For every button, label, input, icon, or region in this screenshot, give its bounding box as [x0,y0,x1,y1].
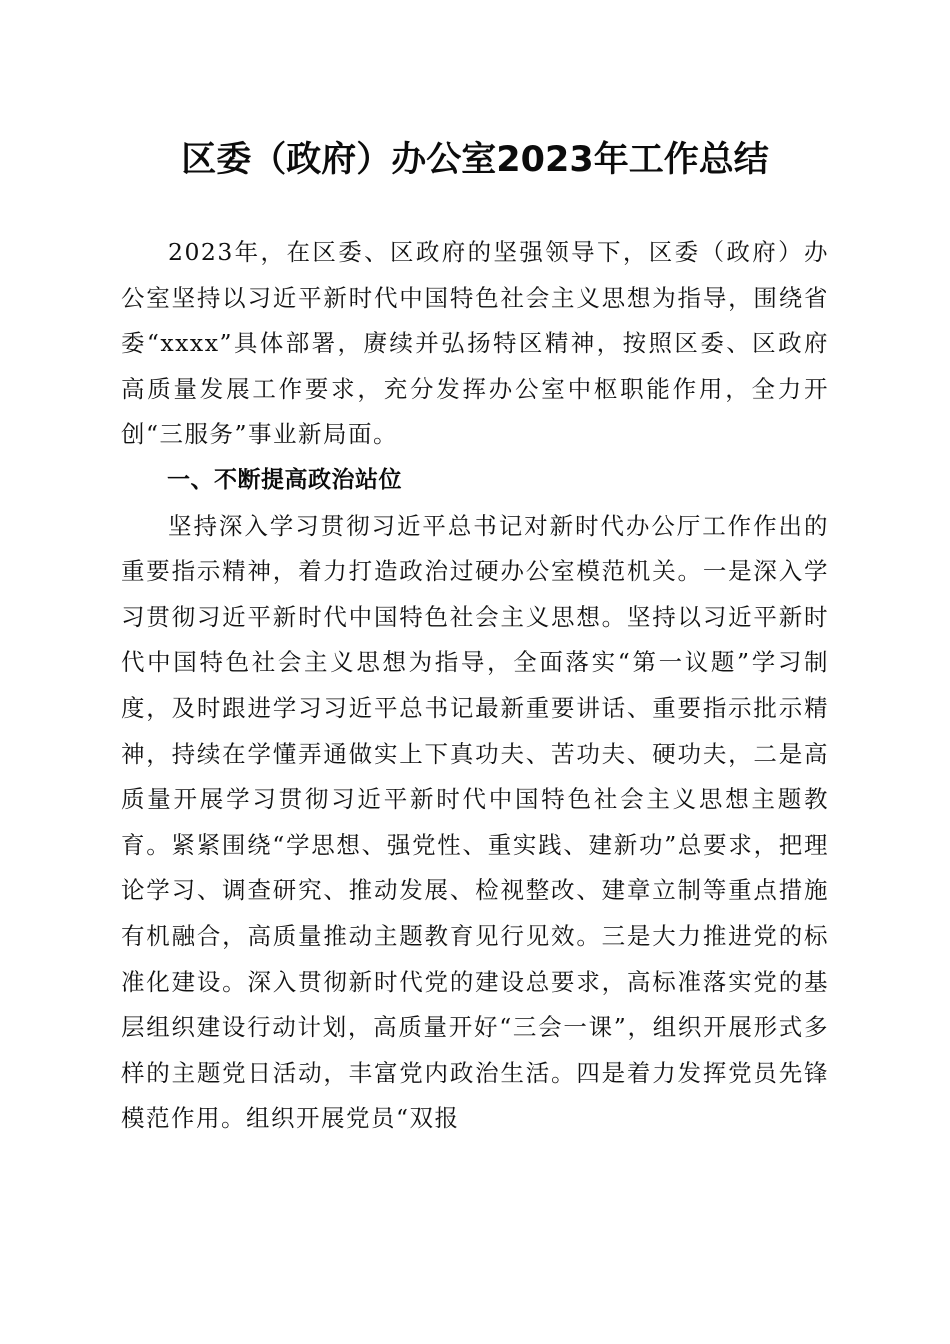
section-paragraph: 坚持深入学习贯彻习近平总书记对新时代办公厅工作作出的重要指示精神，着力打造政治过硬办公室模范机关。一是深入学习贯彻习近平新时代中国特色社会主义思想。坚持以习近平新时代中国特色社会主义思想为指导，全面落实“第一议题”学习制度，及时跟进学习习近平总书记最新重要讲话、重要指示批示精神，持续在学懂弄通做实上下真功夫、苦功夫、硬功夫，二是高质量开展学习贯彻习近平新时代中国特色社会主义思想主题教育。紧紧围绕“学思想、强党性、重实践、建新功”总要求，把理论学习、调查研究、推动发展、检视整改、建章立制等重点措施有机融合，高质量推动主题教育见行见效。三是大力推进党的标准化建设。深入贯彻新时代党的建设总要求，高标准落实党的基层组织建设行动计划，高质量开好“三会一课”，组织开展形式多样的主题党日活动，丰富党内政治生活。四是着力发挥党员先锋模范作用。组织开展党员“双报 [121,511,829,1133]
document-title: 区委（政府）办公室2023年工作总结 [181,140,769,180]
intro-paragraph: 2023年，在区委、区政府的坚强领导下，区委（政府）办公室坚持以习近平新时代中国特色社会主义思想为指导，围绕省委“xxxx”具体部署，赓续并弘扬特区精神，按照区委、区政府高质量发展工作要求，充分发挥办公室中枢职能作用，全力开创“三服务”事业新局面。 [121,238,829,449]
document-body [121,230,829,1142]
section-heading: 一、不断提高政治站位 [167,466,402,493]
